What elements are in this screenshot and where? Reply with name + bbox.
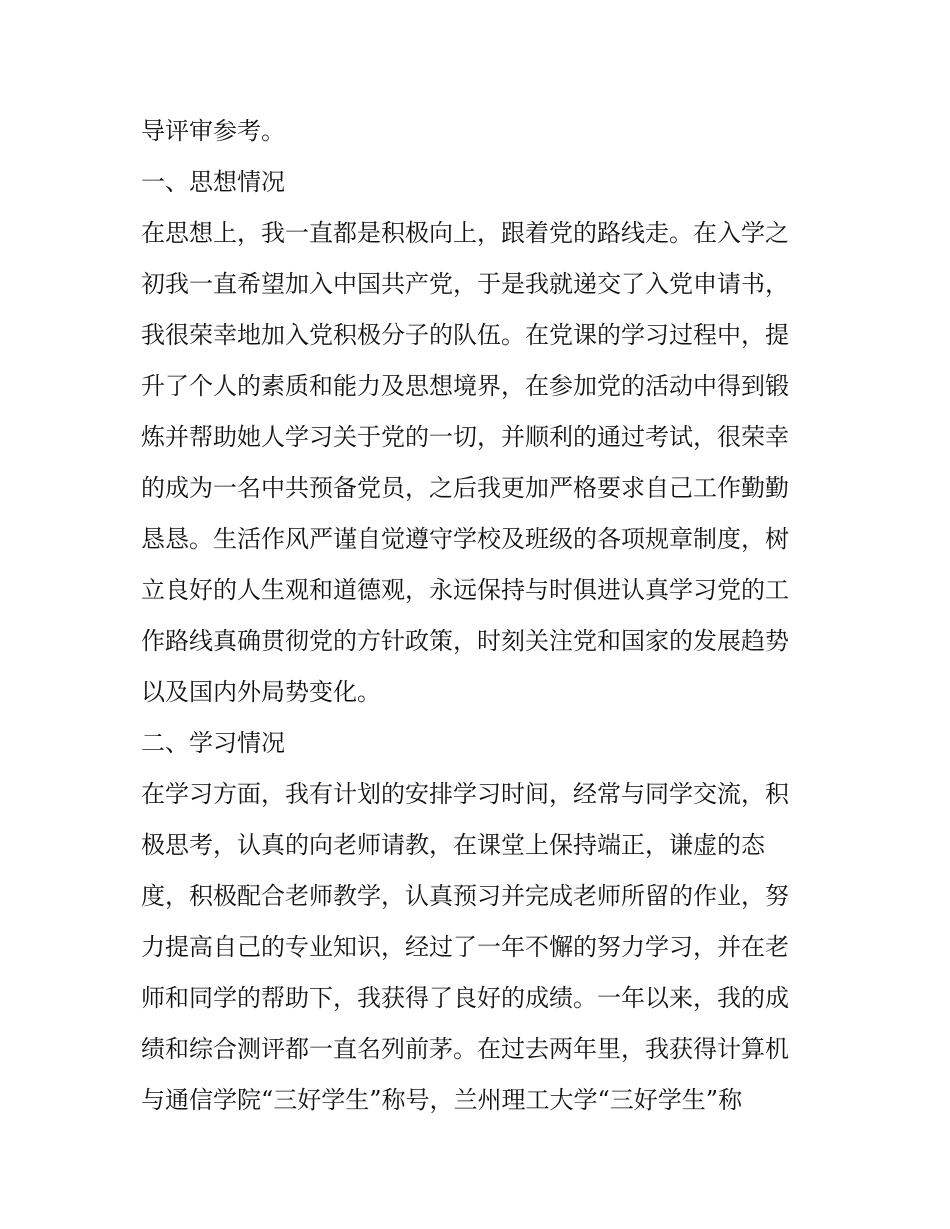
text-line: 与通信学院“三好学生”称号，兰州理工大学“三好学生”称 [141, 1086, 743, 1114]
text-line: 初我一直希望加入中国共产党，于是我就递交了入党申请书， [141, 270, 789, 298]
text-line: 立良好的人生观和道德观，永远保持与时俱进认真学习党的工 [141, 576, 789, 604]
text-line: 恳恳。生活作风严谨自觉遵守学校及班级的各项规章制度，树 [141, 525, 789, 553]
text-line: 以及国内外局势变化。 [141, 678, 381, 706]
text-line: 师和同学的帮助下，我获得了良好的成绩。一年以来，我的成 [141, 984, 789, 1012]
text-line: 绩和综合测评都一直名列前茅。在过去两年里，我获得计算机 [141, 1035, 789, 1063]
document-body [141, 106, 821, 1126]
text-line: 升了个人的素质和能力及思想境界，在参加党的活动中得到锻 [141, 372, 789, 400]
text-line: 的成为一名中共预备党员，之后我更加严格要求自己工作勤勤 [141, 474, 789, 502]
section-heading-thought: 一、思想情况 [141, 168, 285, 196]
section-heading-study: 二、学习情况 [141, 729, 285, 757]
text-line: 力提高自己的专业知识，经过了一年不懈的努力学习，并在老 [141, 933, 789, 961]
text-line: 在思想上，我一直都是积极向上，跟着党的路线走。在入学之 [141, 219, 789, 247]
text-line: 作路线真确贯彻党的方针政策，时刻关注党和国家的发展趋势 [141, 627, 789, 655]
text-line: 在学习方面，我有计划的安排学习时间，经常与同学交流，积 [141, 780, 789, 808]
text-line: 导评审参考。 [141, 117, 285, 145]
text-line: 炼并帮助她人学习关于党的一切，并顺利的通过考试，很荣幸 [141, 423, 789, 451]
text-line: 我很荣幸地加入党积极分子的队伍。在党课的学习过程中，提 [141, 321, 789, 349]
text-line: 度，积极配合老师教学，认真预习并完成老师所留的作业，努 [141, 882, 789, 910]
text-line: 极思考，认真的向老师请教，在课堂上保持端正，谦虚的态 [141, 831, 765, 859]
